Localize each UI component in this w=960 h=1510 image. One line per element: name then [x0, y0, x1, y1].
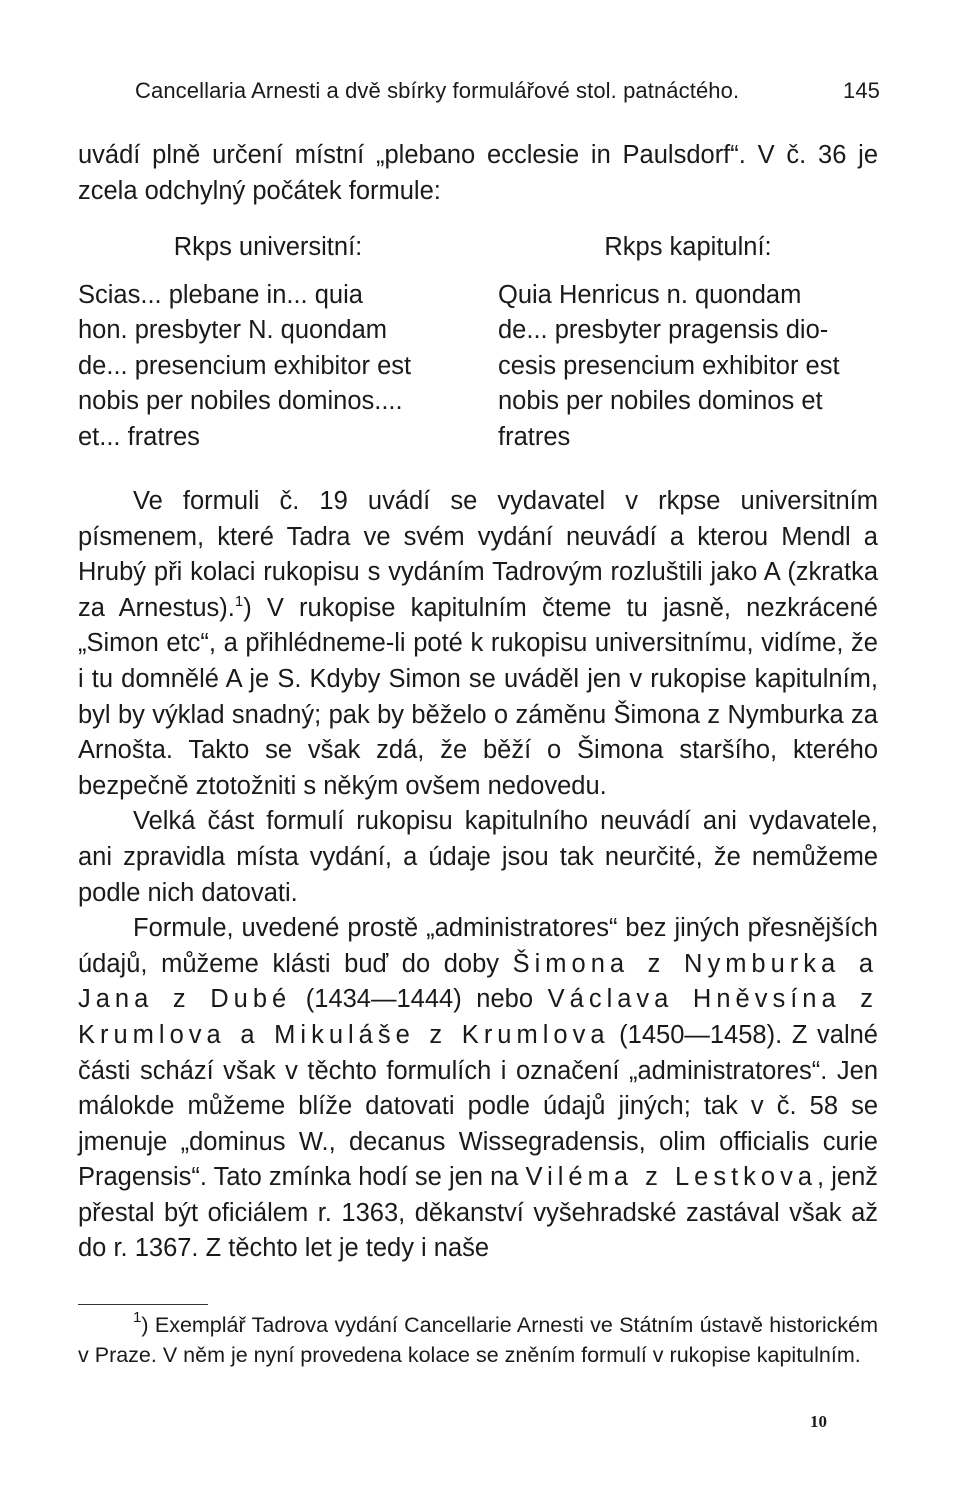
column-text	[78, 278, 458, 456]
column-line: de... presbyter pragensis dio-	[498, 316, 829, 345]
text-run: (1434—1444) nebo	[291, 985, 548, 1014]
text-run: Ve formuli č. 19 uvádí se vydavatel v rkpse universitním písmenem, které Tadra ve svém vydání neuvádí a kterou Mendl a Hrubý při kolaci rukopisu s vydáním Tadrovým rozluštili jako A (zkratka za Arnestus).	[78, 487, 878, 622]
footnote-marker: 1	[133, 1309, 142, 1326]
column-line: hon. presbyter N. quondam	[78, 316, 388, 345]
column-line: et... fratres	[78, 422, 200, 451]
text-run: , jenž přestal být oficiálem r. 1363, děkanství vyšehradské zastával však až do r. 1367. Z těchto let je tedy i naše	[78, 1163, 879, 1263]
column-text	[498, 278, 878, 456]
footnote-text	[78, 1311, 878, 1370]
signature-mark: 10	[810, 1412, 827, 1431]
text-run: Formule, uvedené prostě „administratores“ bez jiných přesnějších údajů, můžeme klásti buď do doby	[78, 914, 878, 978]
running-title: Cancellaria Arnesti a dvě sbírky formulářové stol. patnáctého.	[135, 78, 740, 103]
footnote	[78, 1311, 878, 1370]
paragraph: Velká část formulí rukopisu kapitulního neuvádí ani vydavatele, ani zpravidla místa vydání, a údaje jsou tak neurčité, že nemůžeme podle nich datovati.	[78, 807, 878, 907]
footnote-reference: 1	[234, 592, 244, 610]
text-run: ) Exemplář Tadrova vydání Cancellarie Arnesti ve Státním ústavě historickém v Praze. V něm je nyní provedena kolace se zněním formulí v rukopise kapitulním.	[78, 1313, 878, 1367]
column-heading: Rkps universitní:	[173, 233, 363, 261]
spaced-name: Václava Hněvsína z Krumlova a Mikuláše z Krumlova	[78, 985, 878, 1049]
column-line: fratres	[498, 422, 571, 451]
column-line: Scias... plebane in... quia	[78, 280, 363, 309]
column-line: nobis per nobiles dominos....	[78, 387, 403, 416]
running-head	[135, 78, 880, 104]
page-number: 145	[842, 78, 880, 103]
column-line: cesis presencium exhibitor est	[498, 351, 840, 380]
text-run: (1450—1458). Z valné části schází však v těchto formulích i označení „administratores“. Jen málokde můžeme blíže datovati podle údajů jiných; tak v č. 58 se jmenuje „dominus W., decanus Wissegradensis, olim officialis curie Pragensis“. Tato zmínka hodí se jen na	[78, 1020, 878, 1192]
spaced-name: Šimona z Nymburka a Jana z Dubé	[78, 949, 878, 1014]
text-run: ) V rukopise kapitulním čteme tu jasně, nezkrácené „Simon etc“, a přihlédneme-li poté k rukopisu universitnímu, vidíme, že i tu domnělé A je S. Kdyby Simon se uváděl jen v rukopise kapitulním, byl by výklad snadný; pak by běželo o záměnu Šimona z Nymburka za Arnošta. Takto se však zdá, že běží o Šimona staršího, kterého bezpečně ztotožniti s někým ovšem nedovedu.	[78, 593, 878, 800]
footnote-divider	[78, 1304, 208, 1305]
column-line: nobis per nobiles dominos et	[498, 387, 823, 416]
column-universitni	[78, 230, 458, 456]
paragraph	[78, 484, 878, 804]
spaced-name: Viléma z Lestkova	[525, 1163, 818, 1192]
paragraph	[78, 911, 878, 1267]
manuscript-comparison	[78, 230, 878, 456]
column-line: de... presencium exhibitor est	[78, 351, 412, 380]
column-line: Quia Henricus n. quondam	[498, 280, 802, 309]
column-heading: Rkps kapitulní:	[604, 233, 772, 261]
column-kapitulni	[498, 230, 878, 456]
main-text	[78, 484, 878, 1267]
intro-paragraph: uvádí plně určení místní „plebano ecclesie in Paulsdorf“. V č. 36 je zcela odchylný počátek formule:	[78, 141, 878, 205]
